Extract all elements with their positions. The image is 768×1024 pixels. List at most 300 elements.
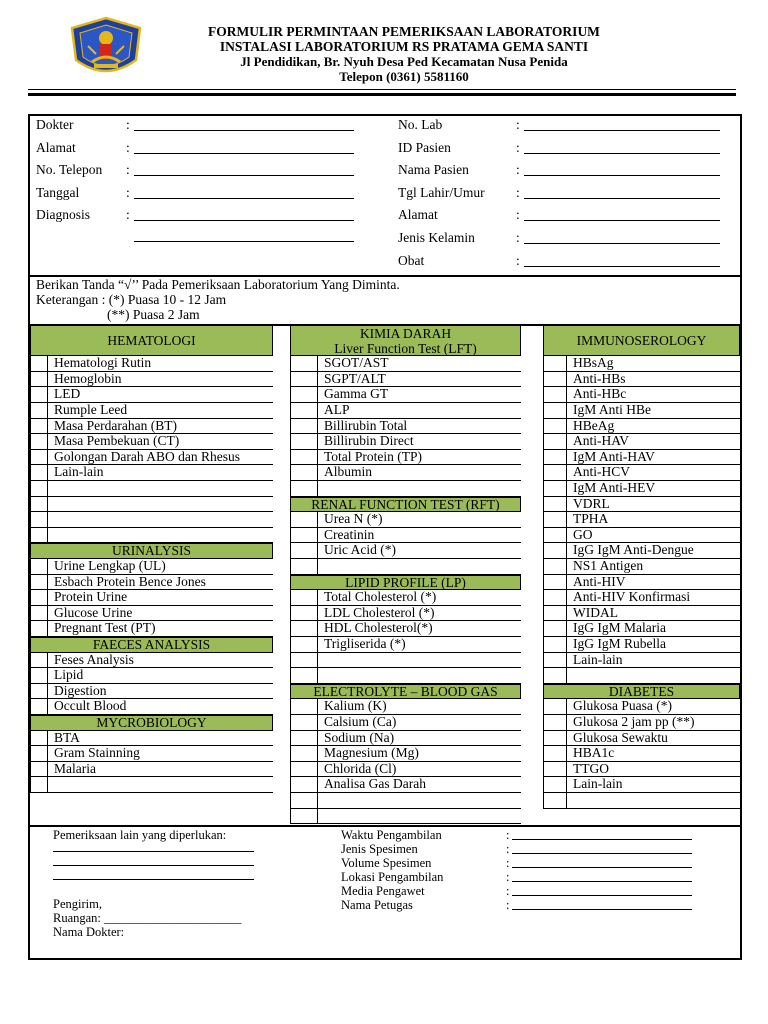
exam-row[interactable]	[543, 731, 740, 747]
exam-row[interactable]	[290, 419, 521, 435]
field-label: Tgl Lahir/Umur	[398, 184, 485, 200]
field-label: ID Pasien	[398, 139, 451, 155]
exam-row[interactable]	[543, 372, 740, 388]
field-input-line[interactable]	[524, 220, 720, 221]
exam-row[interactable]	[543, 606, 740, 622]
exam-item-label: Total Cholesterol (*)	[324, 589, 437, 605]
checkbox[interactable]	[543, 746, 567, 762]
exam-row[interactable]	[543, 528, 740, 544]
exam-row[interactable]	[30, 746, 273, 762]
exam-row[interactable]	[543, 621, 740, 637]
exam-item-label: Sodium (Na)	[324, 729, 395, 745]
exam-item-label: HBA1c	[573, 745, 615, 761]
institution-phone: Telepon (0361) 5581160	[339, 69, 469, 84]
exam-row[interactable]	[543, 543, 740, 559]
exam-row[interactable]	[543, 575, 740, 591]
checkbox[interactable]	[30, 668, 48, 684]
exam-item-label: SGOT/AST	[324, 355, 389, 371]
exam-item-label: Billirubin Direct	[324, 433, 414, 449]
exam-row[interactable]	[290, 637, 521, 653]
exam-row[interactable]	[290, 356, 521, 372]
checkbox[interactable]	[290, 543, 318, 559]
sample-field-label: Nama Petugas	[341, 898, 413, 912]
exam-item-label: Anti-HBs	[573, 370, 626, 386]
exam-row[interactable]	[30, 777, 273, 793]
checkbox[interactable]	[543, 434, 567, 450]
field-input-line[interactable]	[134, 198, 354, 199]
checkbox[interactable]	[290, 403, 318, 419]
checkbox[interactable]	[30, 465, 48, 481]
exam-row[interactable]	[290, 699, 521, 715]
hospital-logo	[66, 16, 146, 78]
field-label: Alamat	[36, 139, 76, 155]
sample-field-label: Waktu Pengambilan	[341, 828, 442, 842]
exam-item-label: Gram Stainning	[54, 745, 140, 761]
checkbox[interactable]	[290, 590, 318, 606]
exam-row[interactable]	[30, 387, 273, 403]
exam-item-label: Uric Acid (*)	[324, 542, 396, 558]
checkbox[interactable]	[290, 653, 318, 669]
other-exams-line-2[interactable]	[53, 865, 254, 866]
exam-item-label: IgG IgM Rubella	[573, 636, 666, 651]
exam-row[interactable]	[30, 653, 273, 669]
field-input-line[interactable]	[524, 130, 720, 131]
exam-row[interactable]	[290, 746, 521, 762]
exam-row[interactable]	[30, 606, 273, 622]
exam-row[interactable]	[30, 356, 273, 372]
checkbox[interactable]	[30, 372, 48, 388]
exam-row[interactable]	[290, 606, 521, 622]
exam-row[interactable]	[543, 699, 740, 715]
exam-item-label: Lain-lain	[573, 776, 623, 792]
exam-row[interactable]	[30, 403, 273, 419]
checkbox[interactable]	[290, 434, 318, 450]
header-divider-thin	[28, 89, 736, 90]
exam-row[interactable]	[30, 668, 273, 684]
checkbox[interactable]	[543, 450, 567, 466]
exam-item-label: Lain-lain	[573, 651, 623, 667]
exam-row[interactable]	[543, 777, 740, 793]
exam-item-label: IgG IgM Anti-Dengue	[573, 542, 694, 558]
section-header-immuno	[543, 325, 740, 356]
checkbox[interactable]	[30, 575, 48, 591]
exam-item-label: Feses Analysis	[54, 651, 134, 667]
checkbox[interactable]	[290, 387, 318, 403]
exam-item-label: LED	[54, 386, 81, 402]
exam-item-label: IgM Anti HBe	[573, 402, 652, 417]
field-colon: :	[516, 162, 520, 178]
exam-row[interactable]	[290, 621, 521, 637]
checkbox[interactable]	[290, 715, 318, 731]
exam-row[interactable]	[290, 450, 521, 466]
exam-row[interactable]	[290, 590, 521, 606]
exam-row[interactable]	[290, 481, 521, 497]
exam-row[interactable]	[30, 481, 273, 497]
checkbox[interactable]	[30, 434, 48, 450]
checkbox[interactable]	[290, 465, 318, 481]
exam-item-label: Protein Urine	[54, 589, 128, 605]
section-header-kimia	[290, 325, 521, 356]
exam-item-label: Urea N (*)	[324, 511, 383, 527]
checkbox[interactable]	[30, 621, 48, 637]
checkbox[interactable]	[543, 372, 567, 388]
exam-item-label: HBsAg	[573, 355, 614, 371]
exam-row[interactable]	[290, 543, 521, 559]
checkbox[interactable]	[543, 668, 567, 684]
checkbox[interactable]	[543, 653, 567, 669]
checkbox[interactable]	[543, 559, 567, 575]
exam-item-label: Creatinin	[324, 526, 375, 542]
exam-item-label: Lain-lain	[54, 464, 104, 480]
other-exams-label: Pemeriksaan lain yang diperlukan:	[53, 828, 227, 842]
section-title: ELECTROLYTE – BLOOD GAS	[313, 683, 498, 699]
exam-item-label: BTA	[54, 729, 80, 745]
exam-item-label: Pregnant Test (PT)	[54, 620, 156, 636]
exam-row[interactable]	[30, 684, 273, 700]
checkbox[interactable]	[30, 746, 48, 762]
sample-field-label: Lokasi Pengambilan	[341, 870, 444, 884]
exam-item-label: Anti-HAV	[573, 433, 630, 449]
checkbox[interactable]	[290, 793, 318, 809]
field-input-line[interactable]	[134, 153, 354, 154]
instruction-line: Berikan Tanda “√’’ Pada Pemeriksaan Laboratorium Yang Diminta.	[36, 277, 400, 292]
exam-row[interactable]	[30, 528, 273, 544]
checkbox[interactable]	[543, 387, 567, 403]
sender-label: Pengirim,	[53, 897, 102, 911]
section-title: IMMUNOSEROLOGY	[576, 333, 707, 348]
checkbox[interactable]	[543, 699, 567, 715]
checkbox[interactable]	[290, 762, 318, 778]
exam-item-label: IgM Anti-HEV	[573, 480, 656, 495]
exam-item-label: Glucose Urine	[54, 604, 133, 620]
checkbox[interactable]	[290, 777, 318, 793]
field-label: Dokter	[36, 117, 74, 132]
exam-item-label: Digestion	[54, 682, 107, 698]
checkbox[interactable]	[30, 699, 48, 715]
exam-row[interactable]	[30, 731, 273, 747]
exam-item-label: Golongan Darah ABO dan Rhesus	[54, 448, 240, 464]
checkbox[interactable]	[543, 793, 567, 809]
exam-row[interactable]	[543, 434, 740, 450]
checkbox[interactable]	[290, 512, 318, 528]
exam-row[interactable]	[290, 809, 521, 825]
exam-item-label: Albumin	[324, 464, 373, 480]
checkbox[interactable]	[30, 419, 48, 435]
doctor-name-label: Nama Dokter:	[53, 925, 125, 939]
checkbox[interactable]	[290, 481, 318, 497]
checkbox[interactable]	[543, 465, 567, 481]
checkbox[interactable]	[543, 715, 567, 731]
field-input-line[interactable]	[134, 130, 354, 131]
checkbox[interactable]	[30, 590, 48, 606]
section-title: HEMATOLOGI	[107, 333, 196, 348]
field-colon: :	[126, 139, 130, 155]
sample-field-line[interactable]	[512, 881, 692, 882]
checkbox[interactable]	[543, 731, 567, 747]
legend-fasting-2: (**) Puasa 2 Jam	[107, 307, 200, 322]
exam-row[interactable]	[30, 762, 273, 778]
exam-row[interactable]	[543, 653, 740, 669]
exam-row[interactable]	[30, 450, 273, 466]
exam-row[interactable]	[290, 668, 521, 684]
checkbox[interactable]	[30, 777, 48, 793]
exam-row[interactable]	[290, 512, 521, 528]
exam-item-label: Urine Lengkap (UL)	[54, 558, 166, 573]
exam-row[interactable]	[543, 637, 740, 653]
institution-name: INSTALASI LABORATORIUM RS PRATAMA GEMA SANTI	[219, 39, 589, 54]
form-title: FORMULIR PERMINTAAN PEMERIKSAAN LABORATORIUM	[208, 24, 600, 39]
checkbox[interactable]	[290, 419, 318, 435]
exam-row[interactable]	[543, 668, 740, 684]
exam-item-label: Glukosa Puasa (*)	[573, 698, 672, 714]
checkbox[interactable]	[30, 762, 48, 778]
exam-row[interactable]	[543, 465, 740, 481]
exam-row[interactable]	[290, 559, 521, 575]
exam-row[interactable]	[543, 356, 740, 372]
field-input-line[interactable]	[134, 175, 354, 176]
checkbox[interactable]	[30, 497, 48, 513]
field-colon: :	[516, 207, 520, 223]
exam-row[interactable]	[543, 559, 740, 575]
exam-item-label: LDL Cholesterol (*)	[324, 604, 435, 620]
exam-item-label: IgG IgM Malaria	[573, 620, 666, 636]
section-header-faeces	[30, 637, 273, 653]
exam-item-label: IgM Anti-HAV	[573, 448, 655, 464]
exam-item-label: Glukosa Sewaktu	[573, 729, 668, 745]
checkbox[interactable]	[543, 356, 567, 372]
checkbox[interactable]	[543, 637, 567, 653]
exam-item-label: HBeAg	[573, 417, 615, 433]
checkbox[interactable]	[290, 372, 318, 388]
sample-field-colon: :	[506, 898, 510, 912]
checkbox[interactable]	[30, 356, 48, 372]
checkbox[interactable]	[290, 559, 318, 575]
exam-item-label: VDRL	[573, 495, 610, 511]
patient-info-box	[28, 114, 742, 277]
exam-item-label: Rumple Leed	[54, 402, 128, 417]
exam-row[interactable]	[30, 497, 273, 513]
exam-item-label: Trigliserida (*)	[324, 636, 406, 651]
exam-row[interactable]	[543, 403, 740, 419]
exam-row[interactable]	[290, 403, 521, 419]
checkbox[interactable]	[543, 481, 567, 497]
header-divider-thick	[28, 93, 736, 96]
exam-row[interactable]	[290, 372, 521, 388]
exam-row[interactable]	[543, 419, 740, 435]
section-header-lipid	[290, 575, 521, 591]
exam-row[interactable]	[543, 590, 740, 606]
checkbox[interactable]	[543, 419, 567, 435]
exam-row[interactable]	[290, 434, 521, 450]
exam-row[interactable]	[30, 621, 273, 637]
sample-field-label: Volume Spesimen	[341, 856, 432, 870]
checkbox[interactable]	[290, 621, 318, 637]
field-input-line[interactable]	[524, 175, 720, 176]
exam-row[interactable]	[543, 481, 740, 497]
other-exams-line-3[interactable]	[53, 879, 254, 880]
exam-row[interactable]	[290, 528, 521, 544]
section-header-hematologi	[30, 325, 273, 356]
field-label: No. Telepon	[36, 162, 103, 178]
exam-row[interactable]	[290, 715, 521, 731]
exam-item-label: Glukosa 2 jam pp (**)	[573, 714, 695, 729]
exam-row[interactable]	[290, 793, 521, 809]
section-header-urinalysis	[30, 543, 273, 559]
sample-field-line[interactable]	[512, 909, 692, 910]
checkbox[interactable]	[543, 512, 567, 528]
field-input-line[interactable]	[524, 266, 720, 267]
exam-row[interactable]	[290, 465, 521, 481]
checkbox[interactable]	[543, 606, 567, 622]
section-title: LIPID PROFILE (LP)	[345, 574, 466, 590]
section-title: FAECES ANALYSIS	[92, 637, 211, 652]
field-input-line[interactable]	[524, 243, 720, 244]
exam-column-2	[290, 325, 521, 825]
sample-field-line[interactable]	[512, 867, 692, 868]
exam-item-label: ALP	[324, 402, 350, 417]
exam-row[interactable]	[543, 793, 740, 809]
sample-field-colon: :	[506, 870, 510, 884]
exam-row[interactable]	[30, 434, 273, 450]
checkbox[interactable]	[30, 387, 48, 403]
exam-column-1	[30, 325, 273, 825]
legend-fasting-10-12: Keterangan : (*) Puasa 10 - 12 Jam	[36, 292, 227, 307]
exam-item-label: Malaria	[54, 760, 96, 776]
exam-item-label: WIDAL	[573, 604, 618, 620]
exam-row[interactable]	[30, 372, 273, 388]
checkbox[interactable]	[543, 497, 567, 513]
section-header-electrolyte	[290, 684, 521, 700]
section-title: RENAL FUNCTION TEST (RFT)	[311, 496, 500, 512]
exam-row[interactable]	[30, 559, 273, 575]
checkbox[interactable]	[543, 590, 567, 606]
field-input-line[interactable]	[524, 198, 720, 199]
exam-item-label: SGPT/ALT	[324, 370, 386, 386]
field-colon: :	[516, 252, 520, 268]
checkbox[interactable]	[543, 777, 567, 793]
checkbox[interactable]	[30, 403, 48, 419]
field-input-line[interactable]	[524, 153, 720, 154]
checkbox[interactable]	[30, 512, 48, 528]
exam-item-label: Analisa Gas Darah	[324, 776, 426, 792]
field-colon: :	[516, 139, 520, 155]
diagnosis-extra-line[interactable]	[134, 241, 354, 242]
sample-field-label: Media Pengawet	[341, 884, 425, 898]
section-subtitle: Liver Function Test (LFT)	[334, 341, 477, 356]
checkbox[interactable]	[290, 746, 318, 762]
checkbox[interactable]	[290, 668, 318, 684]
exam-row[interactable]	[543, 715, 740, 731]
checkbox[interactable]	[290, 606, 318, 622]
section-header-renal	[290, 497, 521, 513]
checkbox[interactable]	[290, 809, 318, 825]
sample-field-colon: :	[506, 856, 510, 870]
checkbox[interactable]	[543, 543, 567, 559]
exam-row[interactable]	[290, 731, 521, 747]
exam-row[interactable]	[30, 699, 273, 715]
exam-row[interactable]	[30, 512, 273, 528]
exam-item-label: Hemoglobin	[54, 370, 122, 386]
checkbox[interactable]	[543, 575, 567, 591]
exam-item-label: Lipid	[54, 667, 84, 683]
exam-item-label: Esbach Protein Bence Jones	[54, 573, 206, 589]
exam-row[interactable]	[30, 590, 273, 606]
checkbox[interactable]	[290, 637, 318, 653]
checkbox[interactable]	[290, 528, 318, 544]
sample-field-line[interactable]	[512, 839, 692, 840]
institution-address: Jl Pendidikan, Br. Nyuh Desa Ped Kecamatan Nusa Penida	[240, 54, 568, 69]
checkbox[interactable]	[543, 762, 567, 778]
sample-field-line[interactable]	[512, 853, 692, 854]
checkbox[interactable]	[290, 356, 318, 372]
exam-row[interactable]	[543, 512, 740, 528]
exam-row[interactable]	[543, 387, 740, 403]
checkbox[interactable]	[543, 403, 567, 419]
exam-row[interactable]	[290, 387, 521, 403]
exam-row[interactable]	[543, 450, 740, 466]
exam-item-label: Total Protein (TP)	[324, 448, 423, 464]
checkbox[interactable]	[30, 528, 48, 544]
exam-row[interactable]	[30, 575, 273, 591]
sample-field-line[interactable]	[512, 895, 692, 896]
field-label: Obat	[398, 252, 425, 268]
section-title: KIMIA DARAH	[359, 326, 452, 341]
field-colon: :	[126, 117, 130, 132]
field-input-line[interactable]	[134, 220, 354, 221]
exam-row[interactable]	[543, 497, 740, 513]
section-title: URINALYSIS	[112, 543, 191, 559]
checkbox[interactable]	[30, 450, 48, 466]
exam-item-label: Magnesium (Mg)	[324, 745, 419, 761]
exam-row[interactable]	[30, 419, 273, 435]
exam-row[interactable]	[543, 746, 740, 762]
field-label: Jenis Kelamin	[398, 230, 475, 245]
field-colon: :	[516, 117, 520, 132]
checkbox[interactable]	[543, 528, 567, 544]
sample-field-label: Jenis Spesimen	[341, 842, 418, 856]
checkbox[interactable]	[290, 450, 318, 466]
exam-item-label: Kalium (K)	[324, 698, 387, 714]
exam-item-label: HDL Cholesterol(*)	[324, 620, 433, 636]
exam-item-label: Anti-HBc	[573, 386, 627, 402]
exam-row[interactable]	[30, 465, 273, 481]
checkbox[interactable]	[30, 606, 48, 622]
exam-item-label: Hematologi Rutin	[54, 355, 152, 371]
checkbox[interactable]	[30, 653, 48, 669]
checkbox[interactable]	[30, 684, 48, 700]
checkbox[interactable]	[30, 731, 48, 747]
sample-field-colon: :	[506, 842, 510, 856]
other-exams-line-1[interactable]	[53, 851, 254, 852]
exam-item-label: TPHA	[573, 511, 609, 527]
exam-row[interactable]	[290, 653, 521, 669]
checkbox[interactable]	[543, 621, 567, 637]
field-colon: :	[126, 207, 130, 223]
field-label: Tanggal	[36, 184, 80, 200]
exam-row[interactable]	[290, 762, 521, 778]
sample-field-colon: :	[506, 828, 510, 842]
checkbox[interactable]	[30, 481, 48, 497]
exam-row[interactable]	[290, 777, 521, 793]
checkbox[interactable]	[30, 559, 48, 575]
checkbox[interactable]	[290, 699, 318, 715]
room-field[interactable]: Ruangan: ______________________	[53, 911, 242, 925]
field-label: No. Lab	[398, 117, 443, 132]
exam-row[interactable]	[543, 762, 740, 778]
checkbox[interactable]	[290, 731, 318, 747]
section-title: MYCROBIOLOGY	[96, 715, 207, 730]
exam-item-label: Masa Pembekuan (CT)	[54, 433, 180, 449]
